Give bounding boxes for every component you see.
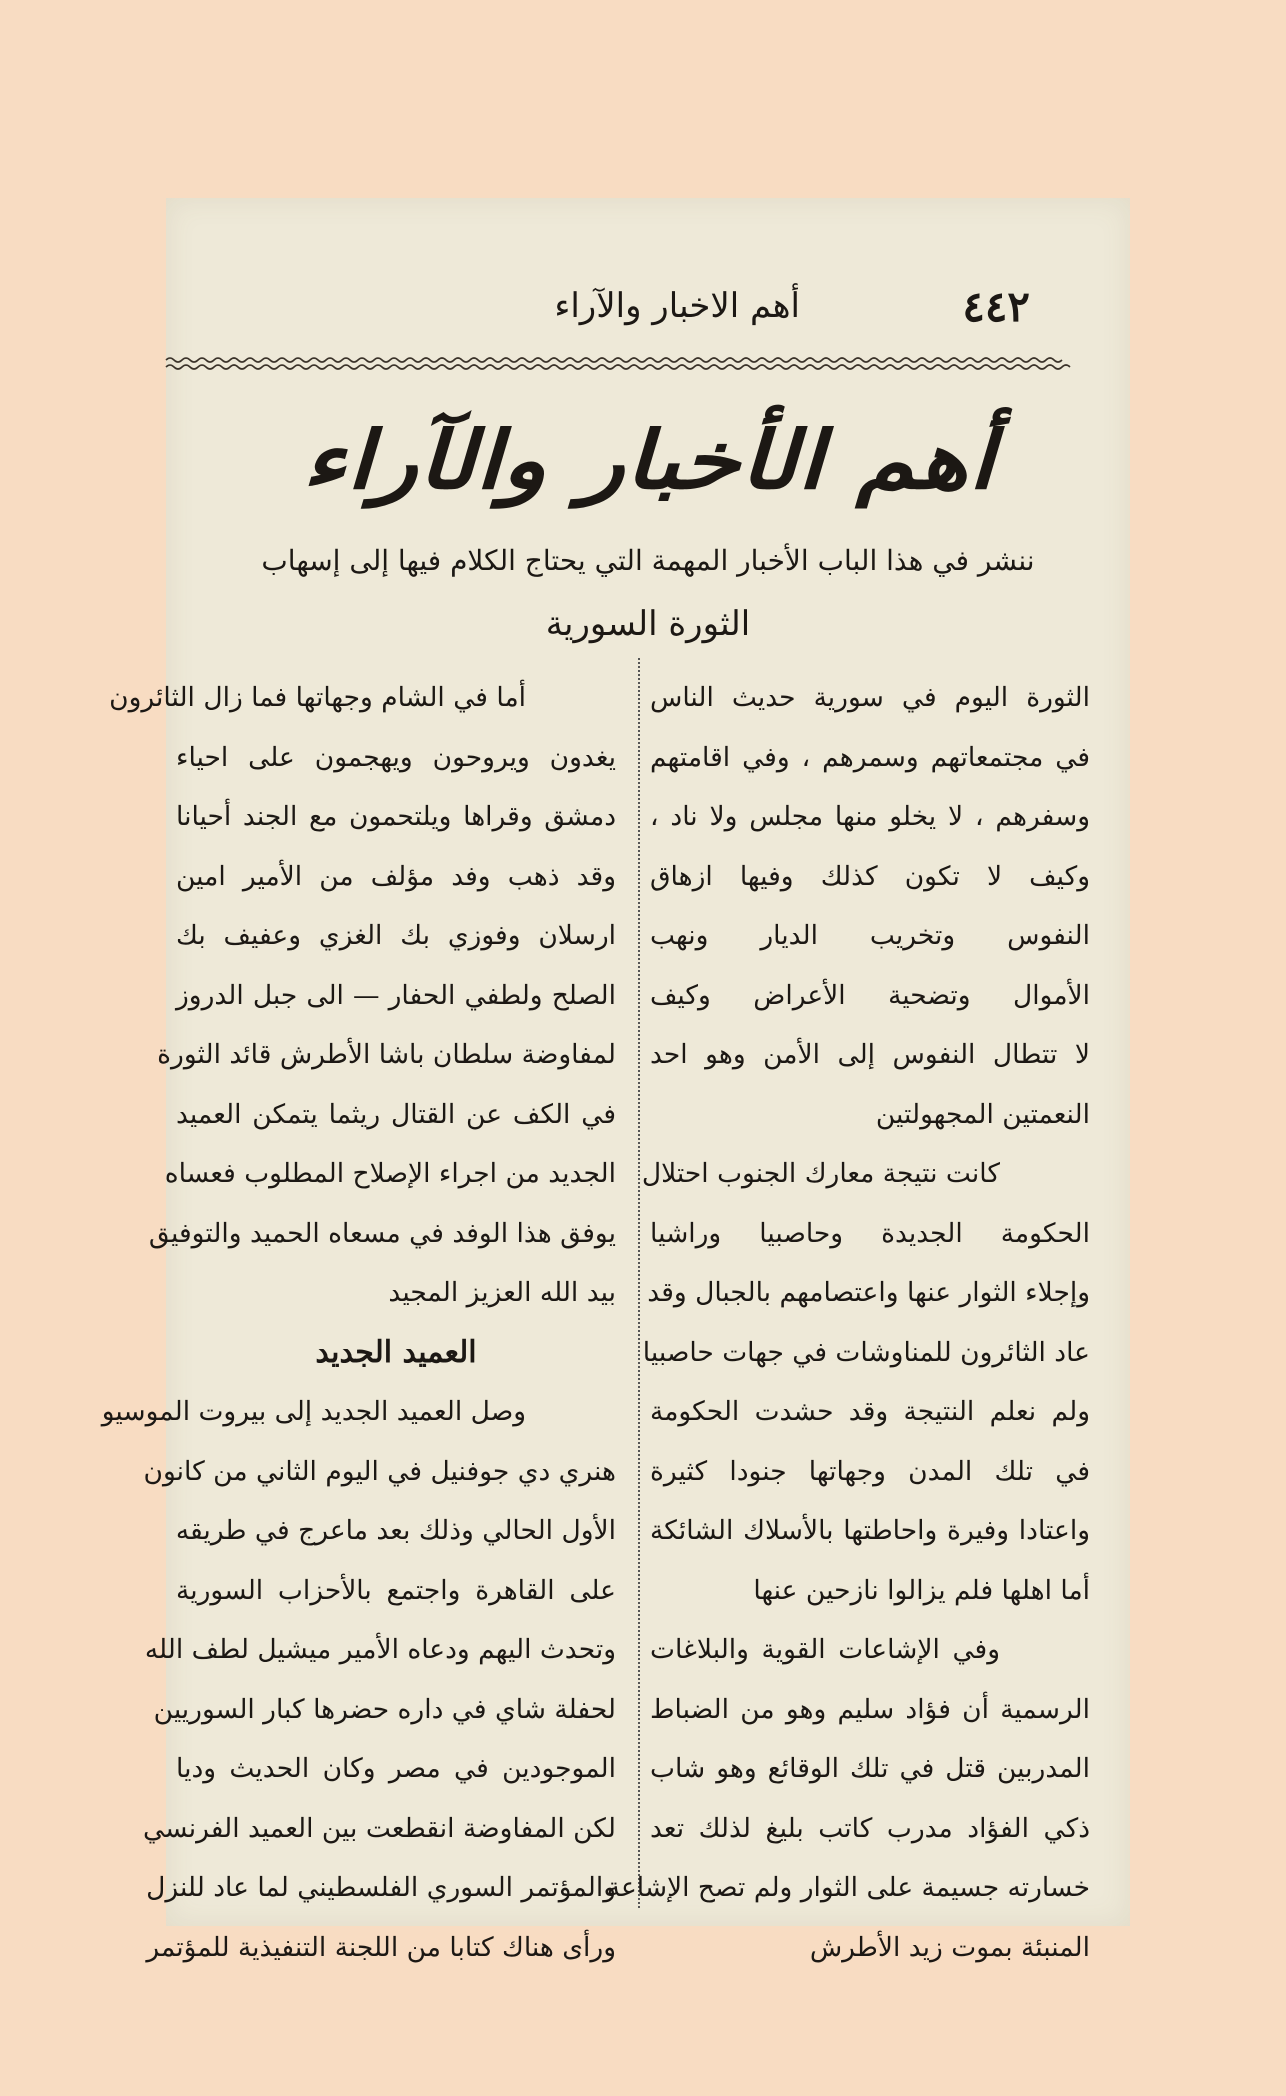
text-line: النعمتين المجهولتين — [875, 1098, 1090, 1130]
text-line: النفوس وتخريب الديار ونهب — [650, 920, 1090, 951]
text-line: ورأى هناك كتابا من اللجنة التنفيذية للمؤتمر — [146, 1931, 616, 1963]
text-line: الجديد من اجراء الإصلاح المطلوب فعساه — [164, 1158, 616, 1189]
right-column — [606, 668, 1090, 1977]
text-line: وصل العميد الجديد إلى بيروت الموسيو — [101, 1396, 526, 1427]
text-line: ذكي الفؤاد مدرب كاتب بليغ لذلك تعد — [650, 1812, 1090, 1844]
wavy-divider — [166, 356, 1130, 372]
text-line: يغدون ويروحون ويهجمون على احياء — [176, 741, 616, 773]
running-head — [166, 276, 1130, 346]
text-line: الرسمية أن فؤاد سليم وهو من الضباط — [650, 1693, 1090, 1725]
masthead-calligraphy-title: أهم الأخبار والآراء — [301, 414, 995, 508]
text-line: ارسلان وفوزي بك الغزي وعفيف بك — [176, 920, 616, 951]
text-line: لحفلة شاي في داره حضرها كبار السوريين — [153, 1693, 616, 1725]
text-line: أما في الشام وجهاتها فما زال الثائرون — [109, 682, 526, 713]
text-line: عاد الثائرون للمناوشات في جهات حاصبيا — [642, 1336, 1090, 1368]
text-line: في مجتمعاتهم وسمرهم ، وفي اقامتهم — [650, 741, 1090, 773]
text-line: الأول الحالي وذلك بعد ماعرج في طريقه — [175, 1515, 616, 1546]
text-line: يوفق هذا الوفد في مسعاه الحميد والتوفيق — [148, 1217, 616, 1249]
text-line: الثورة اليوم في سورية حديث الناس — [650, 682, 1090, 713]
text-line: دمشق وقراها ويلتحمون مع الجند أحيانا — [176, 801, 616, 832]
sub-heading-new-commissioner: العميد الجديد — [315, 1334, 477, 1370]
text-line: وإجلاء الثوار عنها واعتصامهم بالجبال وقد — [647, 1277, 1090, 1308]
text-line: وتحدث اليهم ودعاه الأمير ميشيل لطف الله — [144, 1634, 616, 1665]
section-intro: ننشر في هذا الباب الأخبار المهمة التي يحتاج الكلام فيها إلى إسهاب — [261, 544, 1035, 577]
text-line: لمفاوضة سلطان باشا الأطرش قائد الثورة — [157, 1039, 616, 1070]
text-line: هنري دي جوفنيل في اليوم الثاني من كانون — [143, 1455, 616, 1487]
text-line: خسارته جسيمة على الثوار ولم تصح الإشاعة — [606, 1872, 1090, 1903]
text-line: وكيف لا تكون كذلك وفيها ازهاق — [650, 860, 1090, 892]
text-line: واعتادا وفيرة واحاطتها بالأسلاك الشائكة — [650, 1515, 1090, 1546]
column-divider — [638, 658, 640, 1908]
text-line: لكن المفاوضة انقطعت بين العميد الفرنسي — [143, 1812, 616, 1844]
text-line: وسفرهم ، لا يخلو منها مجلس ولا ناد ، — [650, 801, 1090, 832]
running-title: أهم الاخبار والآراء — [554, 286, 800, 326]
text-line: وقد ذهب وفد مؤلف من الأمير امين — [176, 860, 616, 892]
text-line: والمؤتمر السوري الفلسطيني لما عاد للنزل — [146, 1872, 616, 1903]
text-line: في تلك المدن وجهاتها جنودا كثيرة — [650, 1455, 1090, 1487]
text-line: وفي الإشاعات القوية والبلاغات — [650, 1634, 1000, 1665]
text-line: الصلح ولطفي الحفار — الى جبل الدروز — [176, 979, 616, 1011]
text-line: بيد الله العزيز المجيد — [388, 1277, 616, 1308]
text-line: لا تتطال النفوس إلى الأمن وهو احد — [650, 1039, 1090, 1070]
text-line: الحكومة الجديدة وحاصبيا وراشيا — [650, 1217, 1090, 1249]
page-number: ٤٤٢ — [962, 282, 1030, 331]
text-line: المدربين قتل في تلك الوقائع وهو شاب — [650, 1753, 1090, 1784]
text-line: في الكف عن القتال ريثما يتمكن العميد — [176, 1098, 616, 1130]
text-line: على القاهرة واجتمع بالأحزاب السورية — [176, 1574, 616, 1606]
text-line: الموجودين في مصر وكان الحديث وديا — [176, 1753, 616, 1784]
magazine-page — [101, 198, 1130, 1963]
article-heading: الثورة السورية — [545, 604, 751, 644]
text-line: الأموال وتضحية الأعراض وكيف — [650, 979, 1090, 1011]
text-line: ولم نعلم النتيجة وقد حشدت الحكومة — [650, 1396, 1090, 1427]
left-column — [101, 668, 616, 1977]
section-masthead — [166, 386, 1130, 536]
text-line: كانت نتيجة معارك الجنوب احتلال — [641, 1158, 1000, 1189]
text-line: المنبئة بموت زيد الأطرش — [809, 1931, 1090, 1963]
text-line: أما اهلها فلم يزالوا نازحين عنها — [753, 1574, 1090, 1606]
